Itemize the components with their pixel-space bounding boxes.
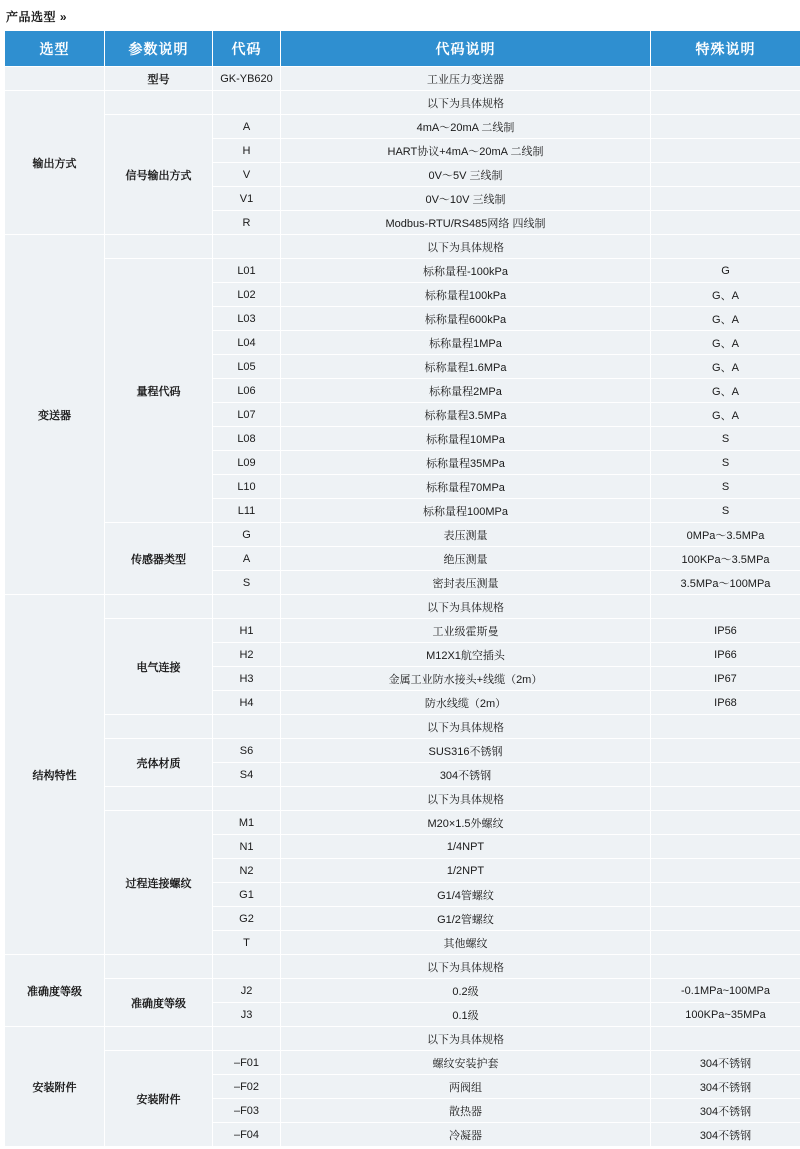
parameter-cell: 安装附件 bbox=[105, 1051, 213, 1147]
code-description-cell: 两阀组 bbox=[281, 1075, 651, 1099]
code-description-cell: 标称量程70MPa bbox=[281, 475, 651, 499]
code-description-cell: 标称量程2MPa bbox=[281, 379, 651, 403]
code-cell: –F04 bbox=[213, 1123, 281, 1147]
parameter-cell-empty bbox=[105, 787, 213, 811]
code-cell: A bbox=[213, 547, 281, 571]
code-cell bbox=[213, 787, 281, 811]
code-cell: H3 bbox=[213, 667, 281, 691]
column-header-special-note: 特殊说明 bbox=[651, 31, 800, 67]
special-note-cell bbox=[651, 67, 800, 91]
special-note-cell: S bbox=[651, 499, 800, 523]
parameter-cell: 过程连接螺纹 bbox=[105, 811, 213, 955]
special-note-cell: IP66 bbox=[651, 643, 800, 667]
code-cell: H4 bbox=[213, 691, 281, 715]
code-description-cell: 工业级霍斯曼 bbox=[281, 619, 651, 643]
table-row bbox=[5, 1027, 800, 1051]
table-row bbox=[5, 715, 800, 739]
special-note-cell: G、A bbox=[651, 283, 800, 307]
code-cell: A bbox=[213, 115, 281, 139]
code-cell bbox=[213, 715, 281, 739]
category-cell: 变送器 bbox=[5, 235, 105, 595]
spec-divider-cell: 以下为具体规格 bbox=[281, 235, 651, 259]
code-cell: L07 bbox=[213, 403, 281, 427]
spec-divider-cell: 以下为具体规格 bbox=[281, 1027, 651, 1051]
special-note-cell: S bbox=[651, 427, 800, 451]
code-cell: –F03 bbox=[213, 1099, 281, 1123]
code-cell: R bbox=[213, 211, 281, 235]
parameter-cell: 电气连接 bbox=[105, 619, 213, 715]
category-cell: 结构特性 bbox=[5, 595, 105, 955]
code-cell: L03 bbox=[213, 307, 281, 331]
special-note-cell bbox=[651, 139, 800, 163]
code-cell: L05 bbox=[213, 355, 281, 379]
special-note-cell: IP68 bbox=[651, 691, 800, 715]
parameter-cell-empty bbox=[105, 91, 213, 115]
column-header-parameter: 参数说明 bbox=[105, 31, 213, 67]
code-cell: –F02 bbox=[213, 1075, 281, 1099]
code-cell bbox=[213, 91, 281, 115]
code-description-cell: 标称量程10MPa bbox=[281, 427, 651, 451]
code-cell: L11 bbox=[213, 499, 281, 523]
code-description-cell: Modbus-RTU/RS485网络 四线制 bbox=[281, 211, 651, 235]
special-note-cell bbox=[651, 1027, 800, 1051]
table-row bbox=[5, 67, 800, 91]
special-note-cell bbox=[651, 115, 800, 139]
code-cell: L06 bbox=[213, 379, 281, 403]
code-cell: J3 bbox=[213, 1003, 281, 1027]
special-note-cell bbox=[651, 163, 800, 187]
code-description-cell: 4mA～20mA 二线制 bbox=[281, 115, 651, 139]
code-cell: L09 bbox=[213, 451, 281, 475]
code-cell: L01 bbox=[213, 259, 281, 283]
parameter-cell-empty bbox=[105, 235, 213, 259]
table-row bbox=[5, 619, 800, 643]
code-cell: L02 bbox=[213, 283, 281, 307]
code-cell: T bbox=[213, 931, 281, 955]
column-header-selection: 选型 bbox=[5, 31, 105, 67]
code-description-cell: 工业压力变送器 bbox=[281, 67, 651, 91]
special-note-cell: S bbox=[651, 451, 800, 475]
code-cell: M1 bbox=[213, 811, 281, 835]
special-note-cell: 100KPa~35MPa bbox=[651, 1003, 800, 1027]
parameter-cell: 传感器类型 bbox=[105, 523, 213, 595]
parameter-cell: 壳体材质 bbox=[105, 739, 213, 787]
code-description-cell: 螺纹安装护套 bbox=[281, 1051, 651, 1075]
code-description-cell: 标称量程600kPa bbox=[281, 307, 651, 331]
parameter-cell: 准确度等级 bbox=[105, 979, 213, 1027]
special-note-cell bbox=[651, 859, 800, 883]
code-cell bbox=[213, 235, 281, 259]
code-cell: L08 bbox=[213, 427, 281, 451]
special-note-cell bbox=[651, 595, 800, 619]
code-description-cell: 表压测量 bbox=[281, 523, 651, 547]
parameter-cell: 信号输出方式 bbox=[105, 115, 213, 235]
special-note-cell: 3.5MPa～100MPa bbox=[651, 571, 800, 595]
code-description-cell: SUS316不锈钢 bbox=[281, 739, 651, 763]
product-selection-table bbox=[4, 30, 800, 1147]
special-note-cell: 304不锈钢 bbox=[651, 1099, 800, 1123]
special-note-cell bbox=[651, 187, 800, 211]
category-cell: 安装附件 bbox=[5, 1027, 105, 1147]
special-note-cell: IP67 bbox=[651, 667, 800, 691]
table-row bbox=[5, 595, 800, 619]
parameter-cell-empty bbox=[105, 595, 213, 619]
code-description-cell: 冷凝器 bbox=[281, 1123, 651, 1147]
code-cell: V bbox=[213, 163, 281, 187]
code-description-cell: G1/4管螺纹 bbox=[281, 883, 651, 907]
code-description-cell: 0V～10V 三线制 bbox=[281, 187, 651, 211]
special-note-cell: 0MPa～3.5MPa bbox=[651, 523, 800, 547]
code-description-cell: 标称量程35MPa bbox=[281, 451, 651, 475]
column-header-code: 代码 bbox=[213, 31, 281, 67]
table-row bbox=[5, 1051, 800, 1075]
spec-divider-cell: 以下为具体规格 bbox=[281, 595, 651, 619]
table-row bbox=[5, 259, 800, 283]
table-body bbox=[5, 67, 800, 1147]
code-description-cell: 标称量程-100kPa bbox=[281, 259, 651, 283]
special-note-cell: G、A bbox=[651, 379, 800, 403]
code-description-cell: 1/2NPT bbox=[281, 859, 651, 883]
parameter-cell-empty bbox=[105, 955, 213, 979]
parameter-cell: 量程代码 bbox=[105, 259, 213, 523]
code-description-cell: 304不锈钢 bbox=[281, 763, 651, 787]
special-note-cell: 304不锈钢 bbox=[651, 1075, 800, 1099]
special-note-cell: G、A bbox=[651, 331, 800, 355]
code-description-cell: 标称量程1MPa bbox=[281, 331, 651, 355]
table-row bbox=[5, 811, 800, 835]
table-row bbox=[5, 235, 800, 259]
code-description-cell: M20×1.5外螺纹 bbox=[281, 811, 651, 835]
code-cell: H2 bbox=[213, 643, 281, 667]
special-note-cell: 304不锈钢 bbox=[651, 1051, 800, 1075]
parameter-cell-empty bbox=[105, 715, 213, 739]
special-note-cell bbox=[651, 211, 800, 235]
code-description-cell: 0.2级 bbox=[281, 979, 651, 1003]
table-header-row bbox=[5, 31, 800, 67]
code-description-cell: G1/2管螺纹 bbox=[281, 907, 651, 931]
code-cell: N1 bbox=[213, 835, 281, 859]
code-cell: G1 bbox=[213, 883, 281, 907]
parameter-cell-empty bbox=[105, 1027, 213, 1051]
table-row bbox=[5, 979, 800, 1003]
code-cell bbox=[213, 595, 281, 619]
code-description-cell: 密封表压测量 bbox=[281, 571, 651, 595]
special-note-cell: 304不锈钢 bbox=[651, 1123, 800, 1147]
code-description-cell: 标称量程100kPa bbox=[281, 283, 651, 307]
code-description-cell: 0V～5V 三线制 bbox=[281, 163, 651, 187]
code-cell: N2 bbox=[213, 859, 281, 883]
page-title: 产品选型 » bbox=[6, 8, 798, 25]
code-cell bbox=[213, 955, 281, 979]
code-cell: S4 bbox=[213, 763, 281, 787]
code-cell: V1 bbox=[213, 187, 281, 211]
code-description-cell: 防水线缆（2m） bbox=[281, 691, 651, 715]
table-header bbox=[5, 31, 800, 67]
special-note-cell bbox=[651, 907, 800, 931]
code-description-cell: 散热器 bbox=[281, 1099, 651, 1123]
table-row bbox=[5, 523, 800, 547]
code-description-cell: 标称量程3.5MPa bbox=[281, 403, 651, 427]
parameter-cell: 型号 bbox=[105, 67, 213, 91]
spec-divider-cell: 以下为具体规格 bbox=[281, 715, 651, 739]
code-cell: G2 bbox=[213, 907, 281, 931]
code-description-cell: 标称量程1.6MPa bbox=[281, 355, 651, 379]
code-description-cell: 绝压测量 bbox=[281, 547, 651, 571]
code-cell: –F01 bbox=[213, 1051, 281, 1075]
code-cell: GK-YB620 bbox=[213, 67, 281, 91]
code-description-cell: 其他螺纹 bbox=[281, 931, 651, 955]
code-cell: S bbox=[213, 571, 281, 595]
code-cell bbox=[213, 1027, 281, 1051]
code-cell: S6 bbox=[213, 739, 281, 763]
code-description-cell: 金属工业防水接头+线缆（2m） bbox=[281, 667, 651, 691]
special-note-cell: -0.1MPa~100MPa bbox=[651, 979, 800, 1003]
code-description-cell: 1/4NPT bbox=[281, 835, 651, 859]
special-note-cell bbox=[651, 811, 800, 835]
special-note-cell bbox=[651, 931, 800, 955]
code-cell: L10 bbox=[213, 475, 281, 499]
special-note-cell: G、A bbox=[651, 355, 800, 379]
code-description-cell: HART协议+4mA～20mA 二线制 bbox=[281, 139, 651, 163]
spec-divider-cell: 以下为具体规格 bbox=[281, 955, 651, 979]
special-note-cell bbox=[651, 715, 800, 739]
table-row bbox=[5, 787, 800, 811]
code-description-cell: 0.1级 bbox=[281, 1003, 651, 1027]
table-row bbox=[5, 115, 800, 139]
column-header-code-description: 代码说明 bbox=[281, 31, 651, 67]
special-note-cell: S bbox=[651, 475, 800, 499]
table-row bbox=[5, 739, 800, 763]
spec-divider-cell: 以下为具体规格 bbox=[281, 787, 651, 811]
special-note-cell bbox=[651, 835, 800, 859]
special-note-cell: 100KPa～3.5MPa bbox=[651, 547, 800, 571]
special-note-cell bbox=[651, 763, 800, 787]
special-note-cell bbox=[651, 787, 800, 811]
category-cell: 准确度等级 bbox=[5, 955, 105, 1027]
special-note-cell bbox=[651, 235, 800, 259]
table-row bbox=[5, 91, 800, 115]
code-cell: J2 bbox=[213, 979, 281, 1003]
special-note-cell bbox=[651, 955, 800, 979]
special-note-cell: G、A bbox=[651, 307, 800, 331]
code-cell: H bbox=[213, 139, 281, 163]
special-note-cell: G bbox=[651, 259, 800, 283]
category-cell: 输出方式 bbox=[5, 91, 105, 235]
special-note-cell: G、A bbox=[651, 403, 800, 427]
category-cell-empty bbox=[5, 67, 105, 91]
code-cell: H1 bbox=[213, 619, 281, 643]
code-cell: G bbox=[213, 523, 281, 547]
table-row bbox=[5, 955, 800, 979]
code-description-cell: M12X1航空插头 bbox=[281, 643, 651, 667]
special-note-cell bbox=[651, 739, 800, 763]
code-cell: L04 bbox=[213, 331, 281, 355]
spec-divider-cell: 以下为具体规格 bbox=[281, 91, 651, 115]
special-note-cell bbox=[651, 91, 800, 115]
special-note-cell bbox=[651, 883, 800, 907]
code-description-cell: 标称量程100MPa bbox=[281, 499, 651, 523]
special-note-cell: IP56 bbox=[651, 619, 800, 643]
